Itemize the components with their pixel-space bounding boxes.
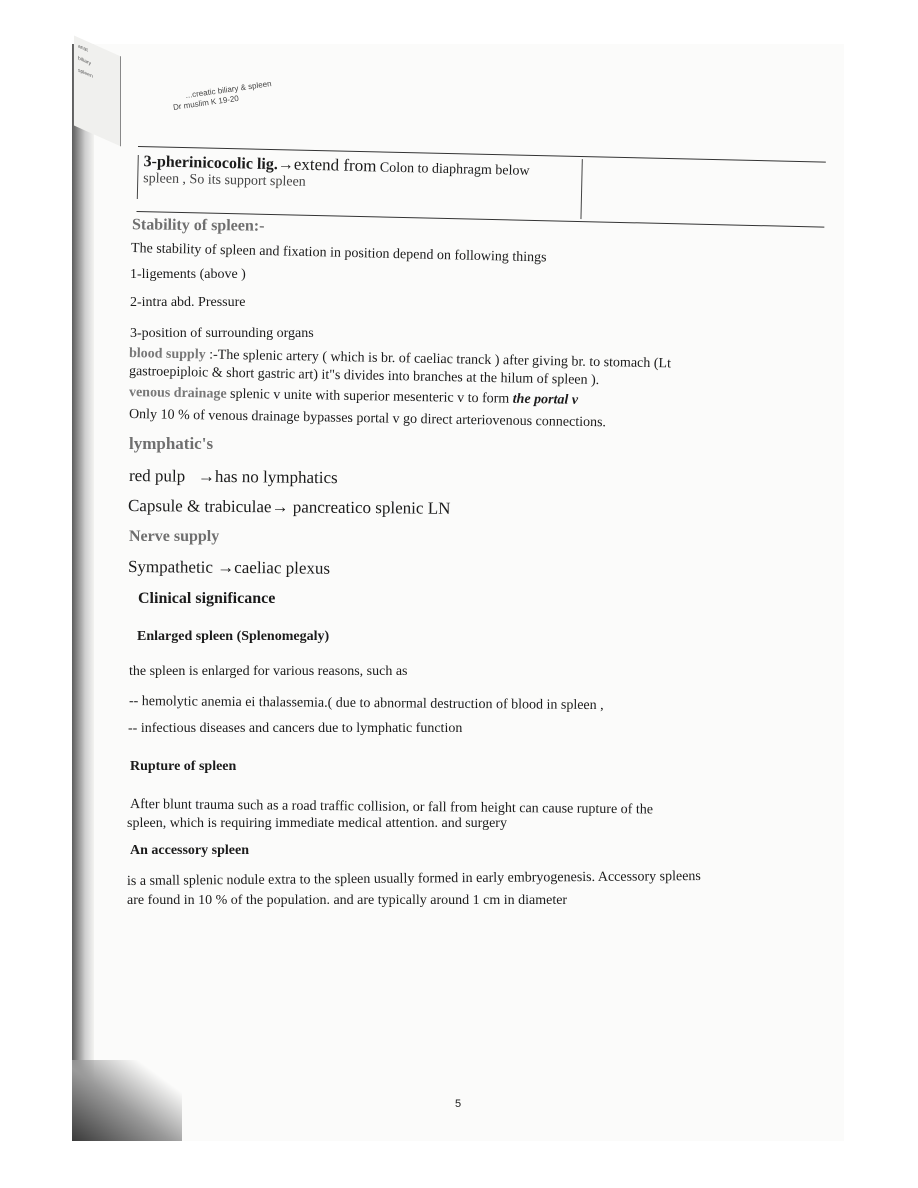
blood-supply-line-2: gastroepiploic & short gastric art) it"s divides into branches at the hilum of spleen ).	[128, 364, 600, 389]
rupture-heading: Rupture of spleen	[130, 759, 237, 774]
capsule-label: Capsule & trabiculae	[127, 496, 272, 517]
sticky-note-line: biliary	[78, 55, 92, 68]
clinical-paragraph: spleen, which is requiring immediate medical attention. and surgery	[127, 816, 507, 831]
arrow-icon: →	[277, 156, 295, 174]
venous-bypass-line: Only 10 % of venous drainage bypasses portal v go direct arteriovenous connections.	[128, 407, 607, 431]
sticky-note-line: anat	[78, 43, 88, 54]
nerve-heading: Nerve supply	[129, 528, 220, 545]
ligament-text-1: extend from	[293, 154, 377, 176]
venous-drainage-label: venous drainage	[128, 385, 227, 402]
stability-item: 3-position of surrounding organs	[130, 326, 314, 341]
lymph-line-2	[128, 496, 451, 519]
blood-supply-label: blood supply	[128, 346, 206, 363]
arrow-icon: →	[217, 557, 235, 577]
stability-heading: Stability of spleen:-	[131, 216, 265, 235]
stability-item: 2-intra abd. Pressure	[130, 295, 246, 310]
table-row-2: spleen , So its support spleen	[143, 171, 306, 190]
capsule-text: pancreatico splenic LN	[292, 497, 451, 518]
stability-intro: The stability of spleen and fixation in position depend on following things	[130, 241, 547, 266]
clinical-paragraph: -- infectious diseases and cancers due to lymphatic function	[128, 721, 463, 736]
clinical-paragraph: After blunt trauma such as a road traffic collision, or fall from height can cause rupture of the	[129, 797, 654, 818]
portal-vein-emphasis: the portal v	[512, 391, 579, 408]
arrow-icon: →	[197, 466, 216, 486]
clinical-paragraph: is a small splenic nodule extra to the spleen usually formed in early embryogenesis. Accessory spleens	[126, 868, 701, 889]
red-pulp-label: red pulp	[128, 466, 186, 486]
page-shadow-left	[72, 44, 94, 1141]
sticky-note-line: spleen	[78, 67, 93, 80]
nerve-line	[128, 557, 330, 579]
table-divider	[580, 159, 582, 219]
arrow-icon: →	[271, 497, 289, 517]
clinical-paragraph: the spleen is enlarged for various reasons, such as	[129, 664, 408, 679]
nerve-text: caeliac plexus	[234, 557, 331, 578]
header-line-2: Dr muslim K 19-20	[172, 93, 240, 112]
nerve-label: Sympathetic	[127, 557, 214, 577]
clinical-paragraph: are found in 10 % of the population. and are typically around 1 cm in diameter	[127, 893, 568, 908]
clinical-heading: Clinical significance	[138, 590, 276, 607]
venous-drainage-text: splenic v unite with superior mesenteric v to form	[229, 386, 510, 407]
clinical-paragraph: -- hemolytic anemia ei thalassemia.( due to abnormal destruction of blood in spleen ,	[128, 694, 604, 714]
red-pulp-text: has no lymphatics	[214, 466, 338, 488]
stability-item: 1-ligements (above )	[130, 267, 246, 282]
header-line-1: ...creatic biliary & spleen	[184, 79, 273, 101]
blood-supply-text: :-The splenic artery ( which is br. of caeliac tranck ) after giving br. to stomach (Lt	[209, 347, 672, 372]
lymphatic-heading: lymphatic's	[129, 434, 214, 453]
accessory-spleen-heading: An accessory spleen	[130, 843, 249, 858]
table-border	[137, 155, 139, 199]
ligament-heading: 3-pherinicocolic lig.	[143, 153, 279, 174]
ligament-text-2: Colon to diaphragm below	[379, 160, 530, 179]
page-number: 5	[455, 1098, 462, 1110]
page-shadow-bottom	[72, 1060, 182, 1141]
splenomegaly-heading: Enlarged spleen (Splenomegaly)	[137, 629, 330, 644]
lymph-line-1	[129, 466, 338, 488]
